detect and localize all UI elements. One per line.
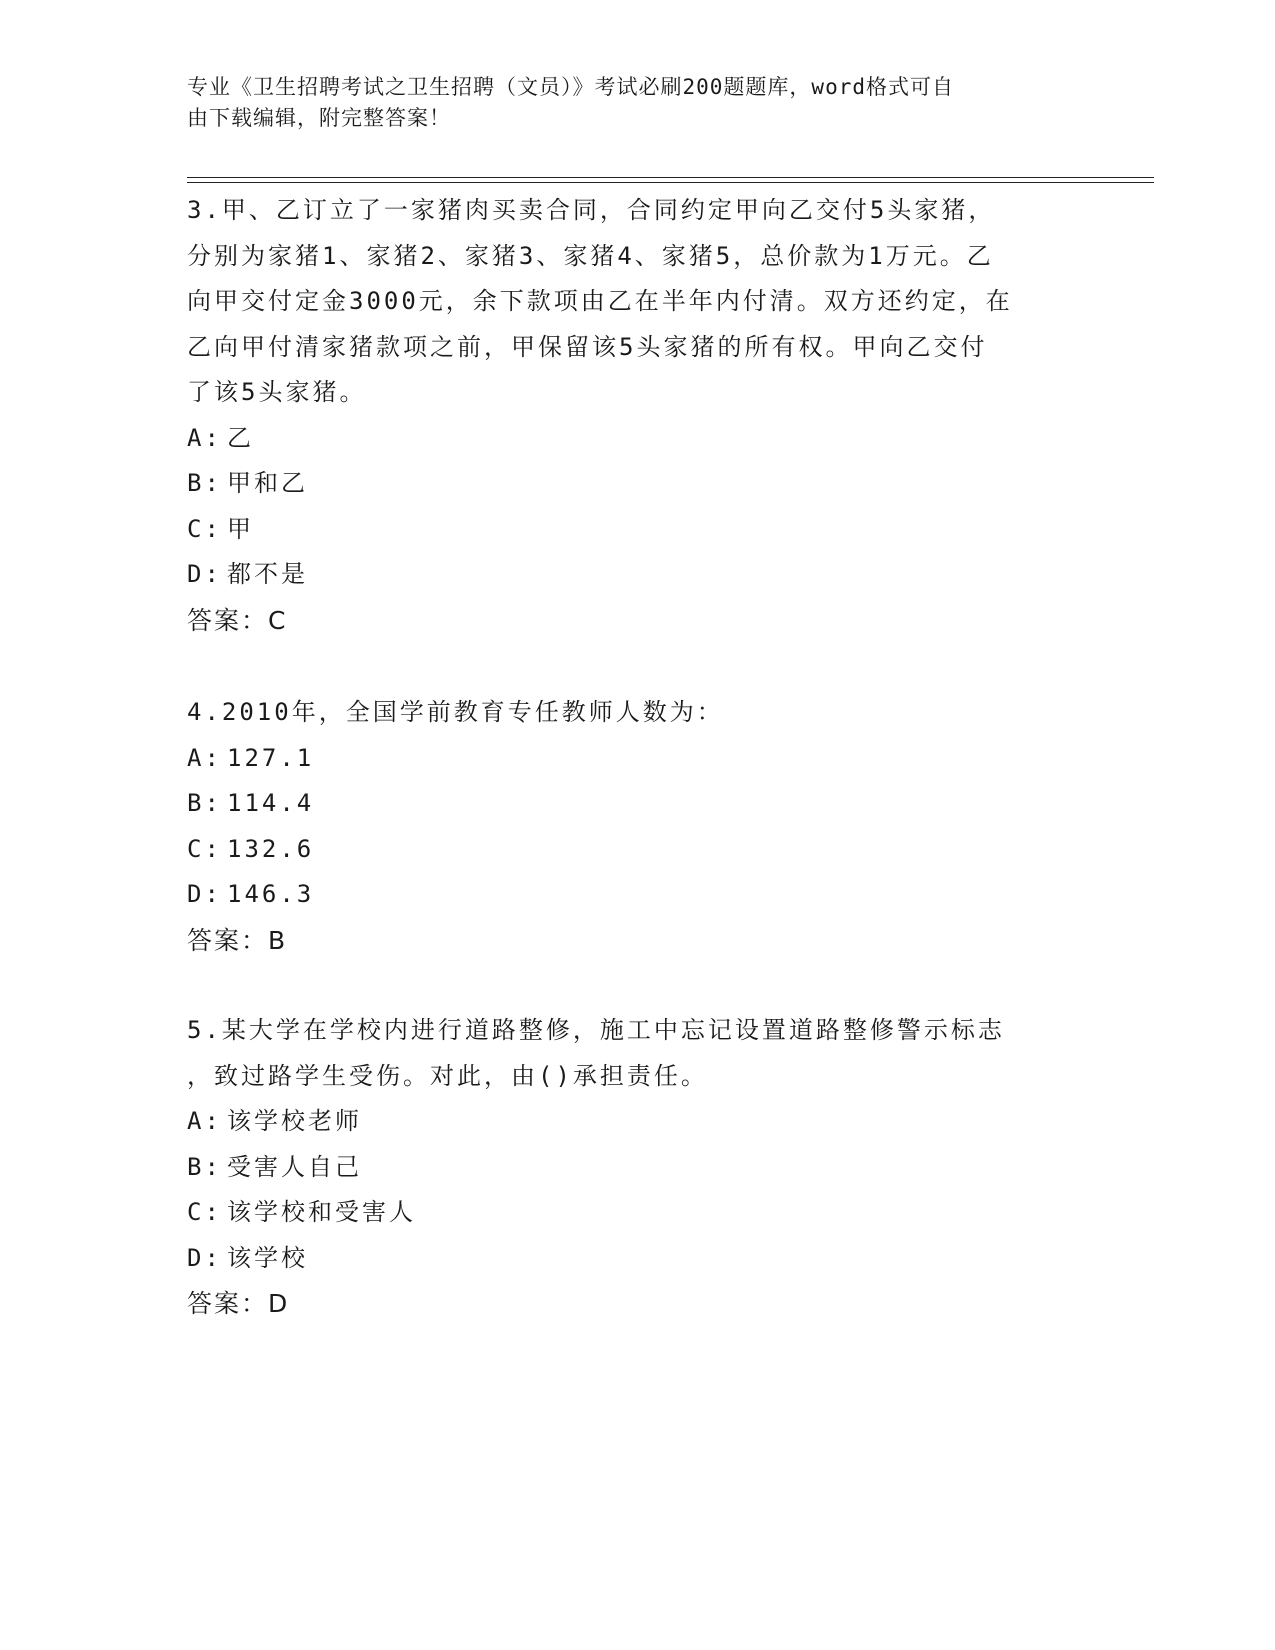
option-key: C: bbox=[187, 834, 222, 863]
question-stem-line: 4.2010年，全国学前教育专任教师人数为： bbox=[187, 698, 724, 726]
option-text: 甲和乙 bbox=[227, 469, 308, 497]
option-d bbox=[187, 872, 1087, 918]
option-key: C: bbox=[187, 514, 222, 543]
option-b bbox=[187, 1145, 1087, 1191]
question-stem-line: 5.某大学在学校内进行道路整修，施工中忘记设置道路整修警示标志 bbox=[187, 1016, 1005, 1044]
option-text: 该学校和受害人 bbox=[227, 1198, 416, 1226]
question-stem-line: 乙向甲付清家猪款项之前，甲保留该5头家猪的所有权。甲向乙交付 bbox=[187, 332, 988, 361]
option-text: 甲 bbox=[227, 514, 254, 543]
answer-line: 答案：B bbox=[187, 925, 288, 955]
question-stem-line: ，致过路学生受伤。对此，由()承担责任。 bbox=[187, 1061, 708, 1090]
option-text: 146.3 bbox=[227, 880, 315, 908]
option-b bbox=[187, 461, 1087, 507]
option-text: 127.1 bbox=[227, 743, 315, 772]
option-text: 114.4 bbox=[227, 789, 315, 817]
question-3 bbox=[187, 188, 1087, 643]
option-key: A: bbox=[187, 423, 222, 452]
question-stem-line: 分别为家猪1、家猪2、家猪3、家猪4、家猪5，总价款为1万元。乙 bbox=[187, 241, 994, 270]
option-key: D: bbox=[187, 560, 222, 588]
option-c bbox=[187, 827, 1087, 873]
question-stem bbox=[187, 188, 1087, 416]
question-stem-line: 了该5头家猪。 bbox=[187, 378, 367, 406]
question-stem bbox=[187, 1008, 1087, 1099]
answer-line: 答案：D bbox=[187, 1289, 290, 1318]
header-divider-bottom bbox=[187, 182, 1154, 183]
option-c bbox=[187, 1190, 1087, 1236]
option-key: C: bbox=[187, 1198, 222, 1226]
option-key: A: bbox=[187, 743, 222, 772]
option-text: 该学校 bbox=[227, 1243, 308, 1272]
option-key: A: bbox=[187, 1107, 222, 1135]
question-stem bbox=[187, 690, 1087, 736]
header-line-1: 专业《卫生招聘考试之卫生招聘（文员）》考试必刷200题题库，word格式可自 bbox=[187, 75, 954, 99]
answer-line: 答案：C bbox=[187, 605, 288, 635]
option-text: 都不是 bbox=[227, 560, 308, 588]
option-key: B: bbox=[187, 789, 222, 817]
option-a bbox=[187, 416, 1087, 462]
question-5 bbox=[187, 1008, 1087, 1327]
question-stem-line: 3.甲、乙订立了一家猪肉买卖合同，合同约定甲向乙交付5头家猪， bbox=[187, 196, 996, 224]
option-text: 该学校老师 bbox=[227, 1107, 362, 1135]
document-header bbox=[187, 72, 1067, 134]
option-a bbox=[187, 736, 1087, 782]
option-text: 132.6 bbox=[227, 834, 315, 863]
option-key: D: bbox=[187, 880, 222, 908]
option-text: 乙 bbox=[227, 423, 254, 452]
question-stem-line: 向甲交付定金3000元，余下款项由乙在半年内付清。双方还约定，在 bbox=[187, 287, 1013, 315]
option-c bbox=[187, 507, 1087, 553]
option-d bbox=[187, 552, 1087, 598]
option-d bbox=[187, 1236, 1087, 1282]
option-key: D: bbox=[187, 1243, 222, 1272]
option-b bbox=[187, 781, 1087, 827]
question-4 bbox=[187, 690, 1087, 963]
option-key: B: bbox=[187, 1152, 222, 1181]
option-a bbox=[187, 1099, 1087, 1145]
header-divider-top bbox=[187, 177, 1154, 178]
option-text: 受害人自己 bbox=[227, 1152, 362, 1181]
option-key: B: bbox=[187, 469, 222, 497]
header-line-2: 由下载编辑，附完整答案！ bbox=[187, 106, 451, 130]
